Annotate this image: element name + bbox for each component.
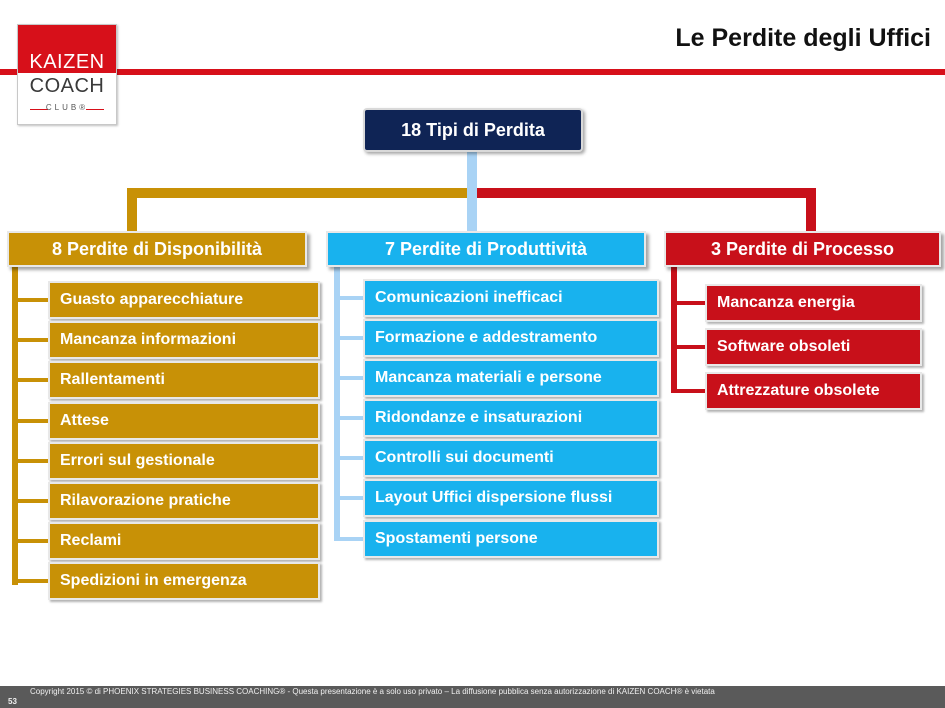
gold-tick (12, 539, 48, 543)
gold-tick (12, 459, 48, 463)
red-branch-drop (806, 188, 816, 232)
gold-tick (12, 298, 48, 302)
availability-item: Spedizioni in emergenza (48, 562, 320, 600)
availability-item: Mancanza informazioni (48, 321, 320, 359)
footer-bar (0, 686, 945, 708)
blue-tick (334, 537, 363, 541)
blue-tick (334, 456, 363, 460)
productivity-item: Spostamenti persone (363, 520, 659, 558)
blue-tick (334, 496, 363, 500)
gold-branch-horizontal (127, 188, 467, 198)
blue-tick (334, 376, 363, 380)
process-item: Software obsoleti (705, 328, 922, 366)
process-item: Attrezzature obsolete (705, 372, 922, 410)
red-tick (671, 345, 705, 349)
red-tick (671, 389, 705, 393)
gold-tick (12, 579, 48, 583)
availability-item: Attese (48, 402, 320, 440)
gold-branch-drop (127, 188, 137, 232)
category-productivity: 7 Perdite di Produttività (326, 231, 646, 267)
availability-item: Reclami (48, 522, 320, 560)
copyright-text: Copyright 2015 © di PHOENIX STRATEGIES BUSINESS COACHING® - Questa presentazione è a solo uso privato – La diffusione pubblica senza autorizzazione di KAIZEN COACH® è vietata (30, 687, 715, 696)
gold-spine (12, 267, 18, 585)
availability-item: Rallentamenti (48, 361, 320, 399)
category-availability: 8 Perdite di Disponibilità (7, 231, 307, 267)
productivity-item: Comunicazioni inefficaci (363, 279, 659, 317)
gold-tick (12, 378, 48, 382)
productivity-item: Formazione e addestramento (363, 319, 659, 357)
gold-tick (12, 499, 48, 503)
gold-tick (12, 338, 48, 342)
blue-tick (334, 416, 363, 420)
productivity-item: Layout Uffici dispersione flussi (363, 479, 659, 517)
red-tick (671, 301, 705, 305)
category-process: 3 Perdite di Processo (664, 231, 941, 267)
red-branch-horizontal (477, 188, 816, 198)
availability-item: Guasto apparecchiature (48, 281, 320, 319)
logo-kaizen-text: KAIZEN (29, 51, 105, 73)
availability-item: Rilavorazione pratiche (48, 482, 320, 520)
blue-tick (334, 336, 363, 340)
process-item: Mancanza energia (705, 284, 922, 322)
header-divider (0, 69, 945, 75)
availability-item: Errori sul gestionale (48, 442, 320, 480)
kaizen-coach-logo (17, 24, 117, 125)
page-number: 53 (8, 697, 17, 706)
gold-tick (12, 419, 48, 423)
root-node: 18 Tipi di Perdita (363, 108, 583, 152)
productivity-item: Ridondanze e insaturazioni (363, 399, 659, 437)
page-title: Le Perdite degli Uffici (675, 24, 931, 52)
blue-tick (334, 296, 363, 300)
productivity-item: Controlli sui documenti (363, 439, 659, 477)
logo-coach-text: COACH (29, 75, 105, 97)
productivity-item: Mancanza materiali e persone (363, 359, 659, 397)
red-spine (671, 267, 677, 393)
logo-club-text: CLUB® (45, 103, 89, 112)
root-stem (467, 152, 477, 232)
